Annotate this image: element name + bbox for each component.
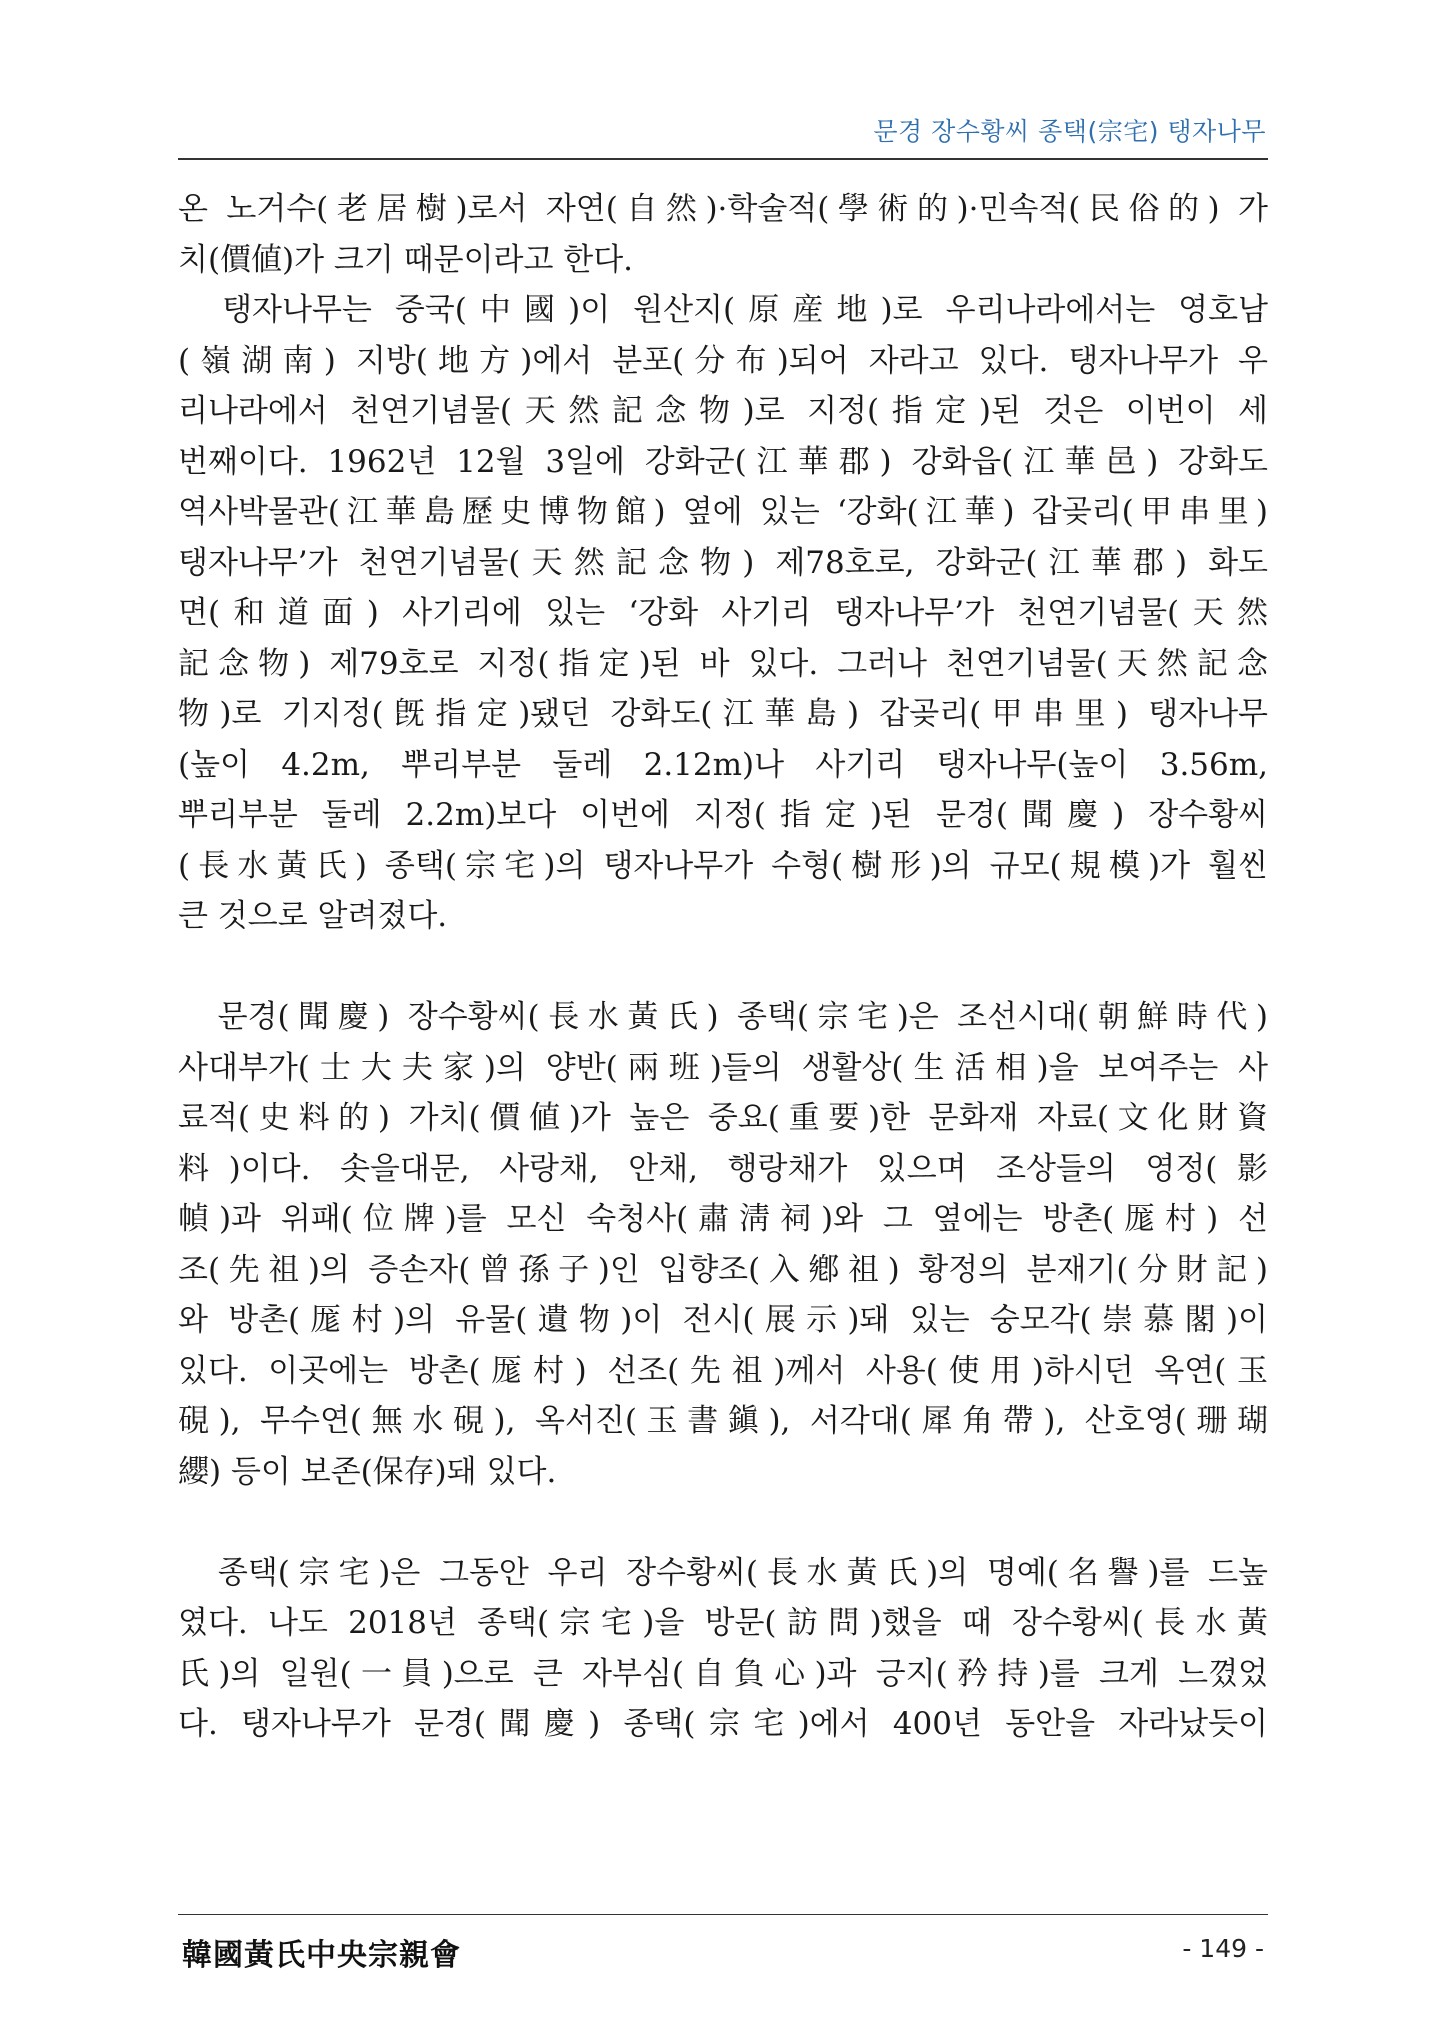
text-line: 있다. 이곳에는 방촌(厖村) 선조(先祖)께서 사용(使用)하시던 옥연(玉	[178, 1352, 1268, 1389]
text-line: 조(先祖)의 증손자(曾孫子)인 입향조(入鄕祖) 황정의 분재기(分財記)	[178, 1251, 1268, 1288]
text-line: 纓) 등이 보존(保存)돼 있다.	[178, 1453, 557, 1490]
text-line: 氏)의 일원(一員)으로 큰 자부심(自負心)과 긍지(矜持)를 크게 느꼈었	[178, 1655, 1268, 1692]
text-line: 와 방촌(厖村)의 유물(遺物)이 전시(展示)돼 있는 숭모각(崇慕閣)이	[178, 1302, 1268, 1338]
text-line: 硯), 무수연(無水硯), 옥서진(玉書鎭), 서각대(犀角帶), 산호영(珊瑚	[178, 1403, 1268, 1439]
footer-organization: 韓國黃氏中央宗親會	[182, 1938, 461, 1973]
running-header-title: 문경 장수황씨 종택(宗宅) 탱자나무	[873, 117, 1266, 146]
paragraph-gap	[178, 942, 1268, 993]
footer-divider	[178, 1914, 1268, 1915]
text-line: (長水黃氏) 종택(宗宅)의 탱자나무가 수형(樹形)의 규모(規模)가 훨씬	[178, 847, 1268, 884]
header-divider	[178, 158, 1268, 160]
text-line: 번째이다. 1962년 12월 3일에 강화군(江華郡) 강화읍(江華邑) 강화도	[178, 443, 1268, 480]
text-line: (높이 4.2m, 뿌리부분 둘레 2.12m)나 사기리 탱자나무(높이 3.56m,	[178, 746, 1268, 783]
body-text	[178, 184, 1268, 1750]
paragraph-gap	[178, 1497, 1268, 1548]
text-line: 다. 탱자나무가 문경(聞慶) 종택(宗宅)에서 400년 동안을 자라났듯이	[178, 1706, 1268, 1742]
text-line: 료적(史料的) 가치(價値)가 높은 중요(重要)한 문화재 자료(文化財資	[178, 1100, 1268, 1136]
text-line: 였다. 나도 2018년 종택(宗宅)을 방문(訪問)했을 때 장수황씨(長水黃	[178, 1605, 1268, 1641]
text-line: 치(價値)가 크기 때문이라고 한다.	[178, 241, 634, 278]
text-line: 탱자나무는 중국(中國)이 원산지(原産地)로 우리나라에서는 영호남	[178, 292, 1268, 328]
text-line: 리나라에서 천연기념물(天然記念物)로 지정(指定)된 것은 이번이 세	[178, 393, 1268, 429]
text-line: 幀)과 위패(位牌)를 모신 숙청사(肅淸祠)와 그 옆에는 방촌(厖村) 선	[178, 1201, 1268, 1237]
text-line: 料)이다. 솟을대문, 사랑채, 안채, 행랑채가 있으며 조상들의 영정(影	[178, 1150, 1268, 1187]
text-line: 사대부가(士大夫家)의 양반(兩班)들의 생활상(生活相)을 보여주는 사	[178, 1049, 1268, 1086]
text-line: 탱자나무’가 천연기념물(天然記念物) 제78호로, 강화군(江華郡) 화도	[178, 544, 1268, 581]
text-line: 큰 것으로 알려졌다.	[178, 898, 448, 934]
text-line: 종택(宗宅)은 그동안 우리 장수황씨(長水黃氏)의 명예(名譽)를 드높	[178, 1554, 1268, 1591]
page-number: - 149 -	[1182, 1934, 1264, 1963]
text-line: 면(和道面) 사기리에 있는 ‘강화 사기리 탱자나무’가 천연기념물(天然	[178, 595, 1268, 631]
text-line: 뿌리부분 둘레 2.2m)보다 이번에 지정(指定)된 문경(聞慶) 장수황씨	[178, 797, 1268, 833]
text-line: 역사박물관(江華島歷史博物館) 옆에 있는 ‘강화(江華) 갑곶리(甲串里)	[178, 494, 1268, 530]
text-line: 記念物) 제79호로 지정(指定)된 바 있다. 그러나 천연기념물(天然記念	[178, 645, 1268, 682]
text-line: 物)로 기지정(旣指定)됐던 강화도(江華島) 갑곶리(甲串里) 탱자나무	[178, 696, 1268, 732]
text-line: (嶺湖南) 지방(地方)에서 분포(分布)되어 자라고 있다. 탱자나무가 우	[178, 342, 1268, 379]
text-line: 문경(聞慶) 장수황씨(長水黃氏) 종택(宗宅)은 조선시대(朝鮮時代)	[178, 999, 1268, 1035]
text-line: 온 노거수(老居樹)로서 자연(自然)·학술적(學術的)·민속적(民俗的) 가	[178, 191, 1268, 227]
